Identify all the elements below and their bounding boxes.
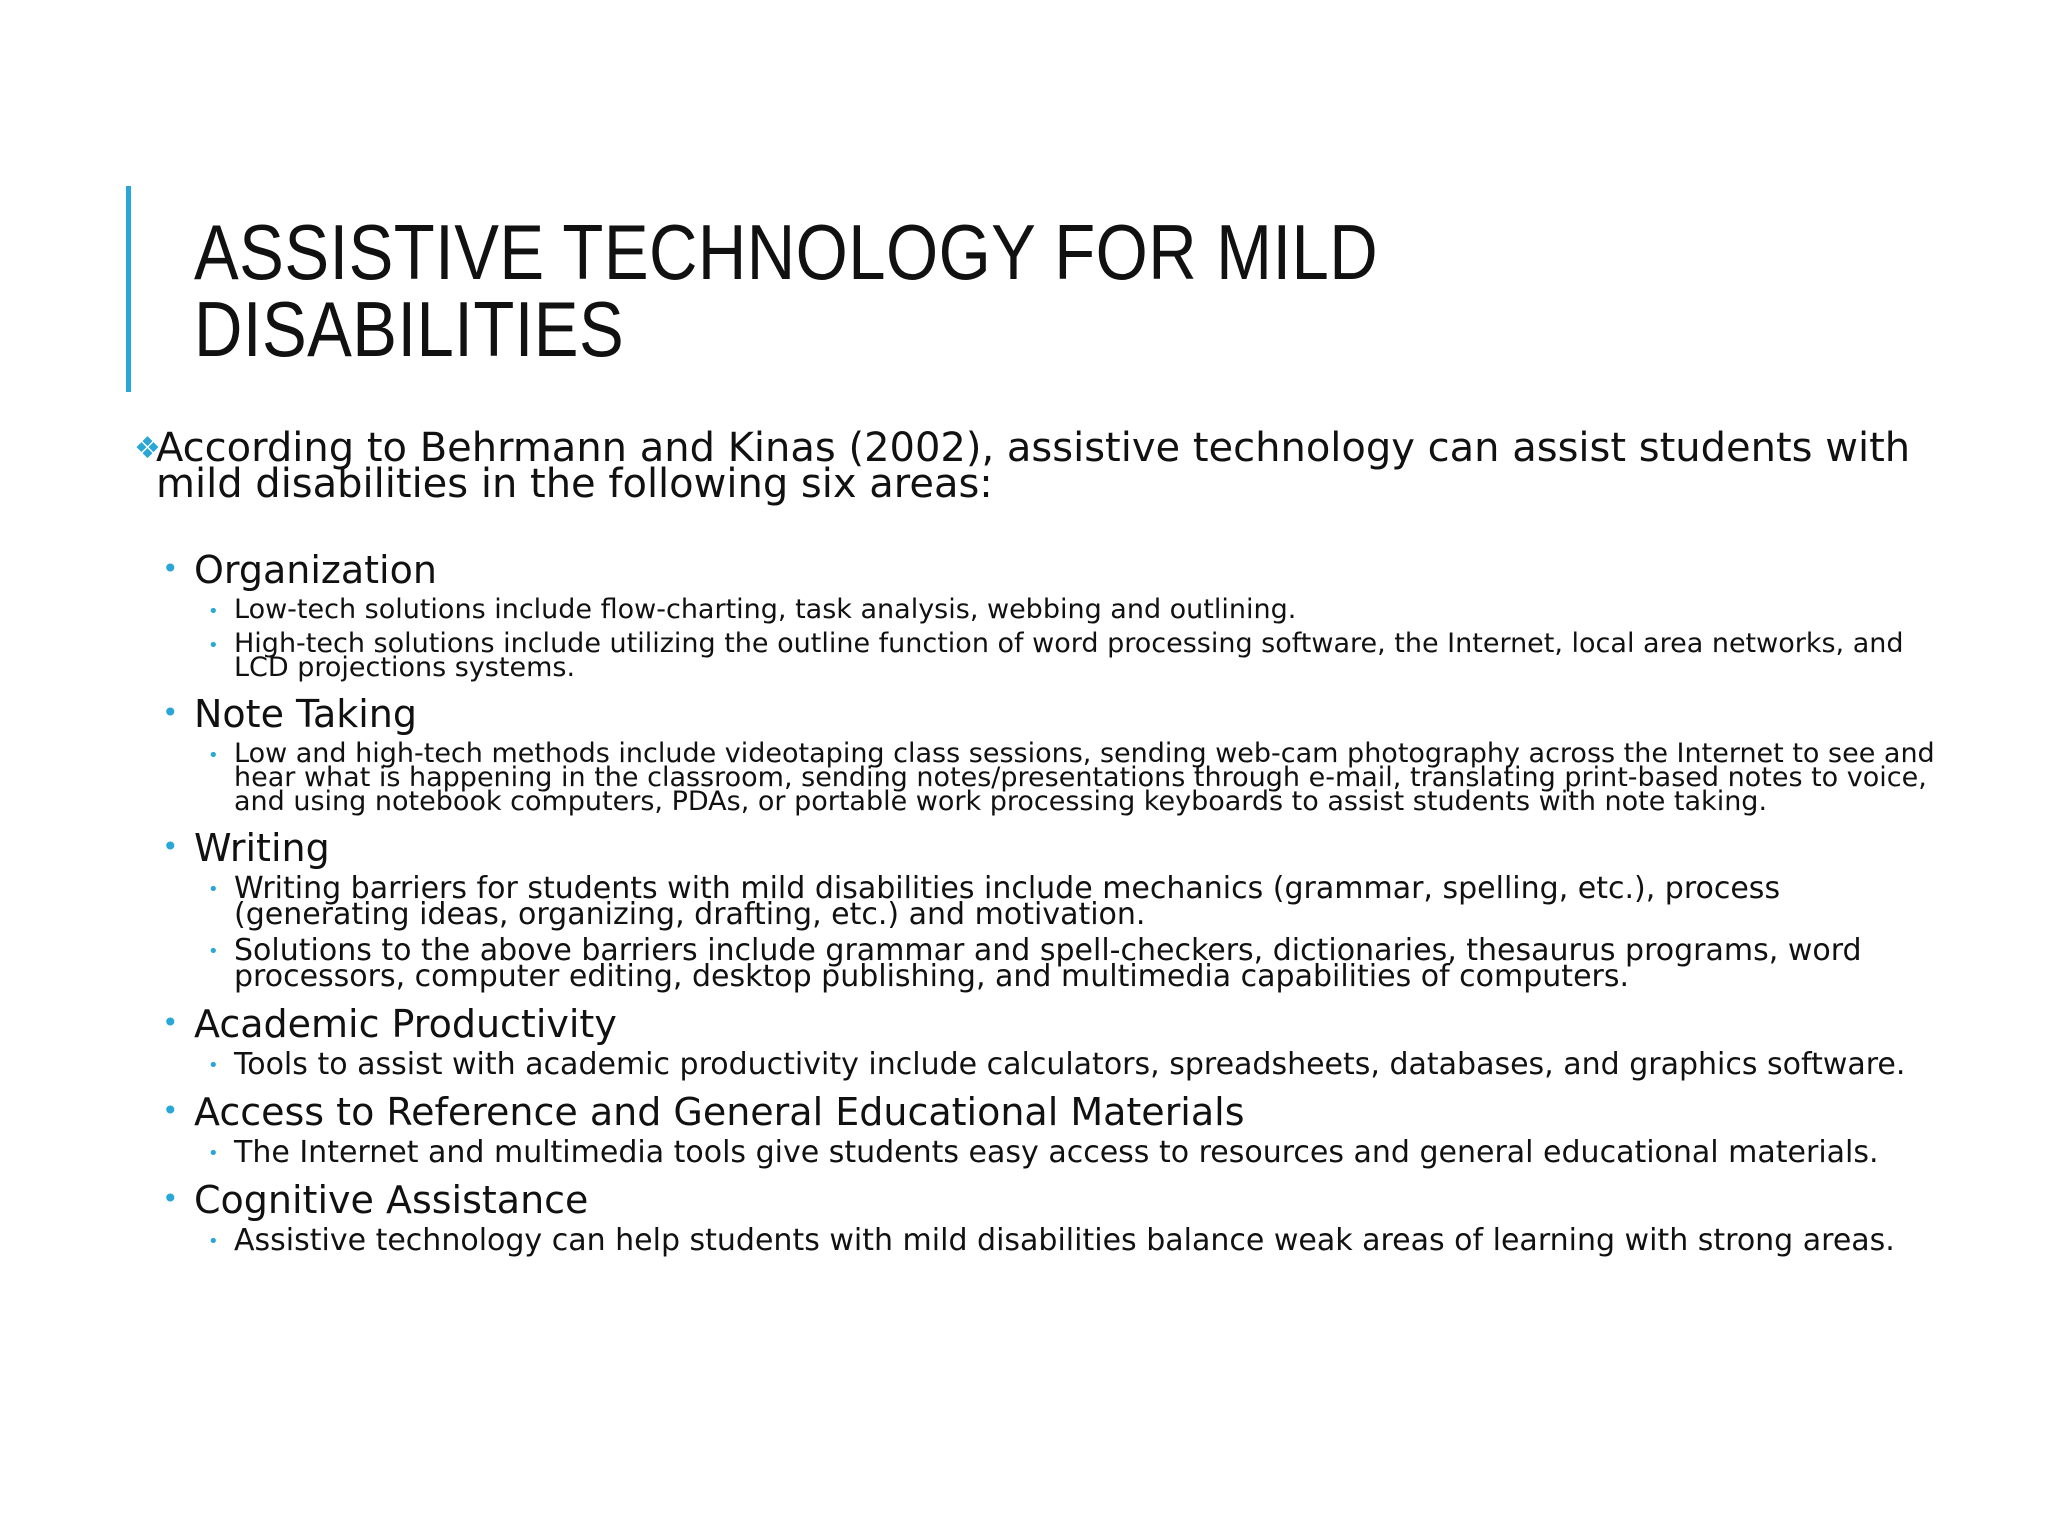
dot-bullet-icon: • [208, 941, 219, 962]
area-point-text: The Internet and multimedia tools give students easy access to resources and general educational materials. [234, 1135, 1879, 1170]
area-academic-productivity [134, 1000, 1934, 1082]
area-note-taking [134, 690, 1935, 817]
area-point-text: High-tech solutions include utilizing the outline function of word processing software, the Internet, local area networks, and LCD projections systems. [234, 628, 1904, 683]
area-heading: Writing [194, 826, 330, 870]
area-point-text: Assistive technology can help students with mild disabilities balance weak areas of learning with strong areas. [234, 1223, 1895, 1258]
dot-bullet-icon: • [208, 879, 219, 900]
slide-content [134, 425, 1935, 1264]
dot-bullet-icon: • [162, 1094, 179, 1127]
area-point [194, 1223, 1934, 1258]
dot-bullet-icon: • [208, 1231, 219, 1252]
dot-bullet-icon: • [208, 1055, 219, 1076]
area-point [194, 871, 1934, 932]
area-points [194, 1135, 1934, 1170]
area-organization [134, 546, 1934, 683]
area-heading: Access to Reference and General Educational Materials [194, 1090, 1245, 1134]
dot-bullet-icon: • [162, 830, 179, 863]
area-point-text: Low and high-tech methods include videotaping class sessions, sending web-cam photography across the Internet to see and hear what is happening in the classroom, sending notes/presentations through e-mail, translating print-based notes to voice, and using notebook computers, PDAs, or portable work processing keyboards to assist students with note taking. [234, 738, 1935, 817]
area-point [194, 628, 1934, 683]
area-point-text: Tools to assist with academic productivity include calculators, spreadsheets, databases, and graphics software. [234, 1047, 1906, 1082]
intro-text: According to Behrmann and Kinas (2002), assistive technology can assist students with mild disabilities in the following six areas: [156, 425, 1911, 507]
diamond-bullet-icon: ❖ [134, 431, 161, 466]
area-point-text: Low-tech solutions include flow-charting, task analysis, webbing and outlining. [234, 594, 1297, 625]
area-writing [134, 824, 1934, 994]
area-cognitive-assistance [134, 1176, 1934, 1258]
area-point [194, 933, 1934, 994]
area-heading: Academic Productivity [194, 1002, 617, 1046]
area-point [194, 594, 1934, 625]
dot-bullet-icon: • [162, 696, 179, 729]
area-point [194, 738, 1935, 817]
area-point-text: Solutions to the above barriers include grammar and spell-checkers, dictionaries, thesaurus programs, word processors, computer editing, desktop publishing, and multimedia capabilities of computers. [234, 933, 1862, 994]
area-points [194, 738, 1935, 817]
areas-list [134, 546, 1935, 1258]
dot-bullet-icon: • [208, 635, 219, 656]
title-accent-bar [126, 186, 131, 392]
dot-bullet-icon: • [208, 745, 219, 766]
dot-bullet-icon: • [162, 1182, 179, 1215]
dot-bullet-icon: • [162, 1006, 179, 1039]
area-point [194, 1135, 1934, 1170]
slide-title: ASSISTIVE TECHNOLOGY FOR MILD DISABILITIES [194, 208, 1379, 373]
area-points [194, 1223, 1934, 1258]
area-point-text: Writing barriers for students with mild disabilities include mechanics (grammar, spelling, etc.), process (generating ideas, organizing, drafting, etc.) and motivation. [234, 871, 1781, 932]
dot-bullet-icon: • [208, 1143, 219, 1164]
area-point [194, 1047, 1934, 1082]
area-heading: Organization [194, 548, 437, 592]
area-heading: Note Taking [194, 692, 418, 736]
intro-paragraph [134, 425, 1916, 507]
area-heading: Cognitive Assistance [194, 1178, 589, 1222]
area-points [194, 1047, 1934, 1082]
area-points [194, 594, 1934, 683]
dot-bullet-icon: • [208, 601, 219, 622]
area-access-to-reference [134, 1088, 1934, 1170]
area-points [194, 871, 1934, 994]
dot-bullet-icon: • [162, 552, 179, 585]
